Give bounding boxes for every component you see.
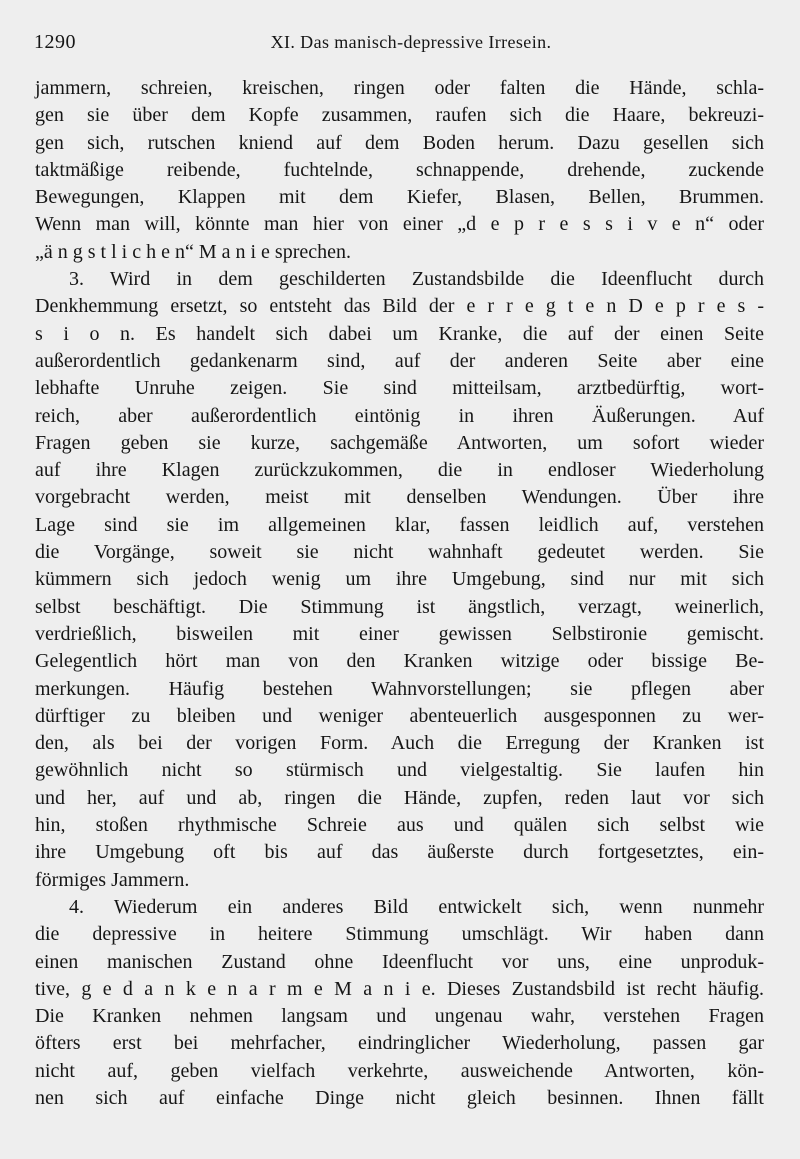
text-line: gen sich, rutschen kniend auf dem Boden herum. Dazu gesellen sich — [35, 131, 764, 154]
text-line: reich, aber außerordentlich eintönig in ihren Äußerungen. Auf — [35, 404, 764, 427]
text-line: nicht auf, geben vielfach verkehrte, ausweichende Antworten, kön- — [35, 1059, 764, 1082]
text-line: Wenn man will, könnte man hier von einer „d e p r e s s i v e n“ oder — [35, 213, 764, 236]
page-number: 1290 — [34, 31, 76, 53]
text-line: Die Kranken nehmen langsam und ungenau wahr, verstehen Fragen — [35, 1005, 764, 1028]
text-line: die Vorgänge, soweit sie nicht wahnhaft gedeutet werden. Sie — [35, 541, 764, 564]
text-line: selbst beschäftigt. Die Stimmung ist ängstlich, verzagt, weinerlich, — [35, 595, 764, 618]
text-line: den, als bei der vorigen Form. Auch die Erregung der Kranken ist — [35, 732, 764, 755]
text-line: verdrießlich, bisweilen mit einer gewissen Selbstironie gemischt. — [35, 622, 764, 645]
text-line: tive, g e d a n k e n a r m e M a n i e. Dieses Zustandsbild ist recht häufig. — [35, 977, 764, 1000]
text-line: taktmäßige reibende, fuchtelnde, schnappende, drehende, zuckende — [35, 158, 764, 181]
text-line: und her, auf und ab, ringen die Hände, zupfen, reden laut vor sich — [35, 786, 764, 809]
text-line: außerordentlich gedankenarm sind, auf der anderen Seite aber eine — [35, 349, 764, 372]
text-line: gen sie über dem Kopfe zusammen, raufen sich die Haare, bekreuzi- — [35, 104, 764, 127]
text-line: „ä n g s t l i c h e n“ M a n i e sprechen. — [35, 240, 352, 263]
body-text — [35, 75, 764, 1112]
text-line: merkungen. Häufig bestehen Wahnvorstellungen; sie pflegen aber — [35, 677, 764, 700]
text-line: vorgebracht werden, meist mit denselben Wendungen. Über ihre — [35, 486, 764, 509]
text-line: Gelegentlich hört man von den Kranken witzige oder bissige Be- — [35, 650, 764, 673]
text-line: auf ihre Klagen zurückzukommen, die in endloser Wiederholung — [35, 459, 764, 482]
text-line: Bewegungen, Klappen mit dem Kiefer, Blasen, Bellen, Brummen. — [35, 186, 764, 209]
text-line: öfters erst bei mehrfacher, eindringlicher Wiederholung, passen gar — [35, 1032, 764, 1055]
text-line: jammern, schreien, kreischen, ringen oder falten die Hände, schla- — [35, 77, 764, 99]
text-line: dürftiger zu bleiben und weniger abenteuerlich ausgesponnen zu wer- — [35, 704, 764, 727]
text-line: nen sich auf einfache Dinge nicht gleich besinnen. Ihnen fällt — [35, 1086, 764, 1109]
text-line: s i o n. Es handelt sich dabei um Kranke, die auf der einen Seite — [35, 322, 764, 345]
text-line: Denkhemmung ersetzt, so entsteht das Bild der e r r e g t e n D e p r e s - — [35, 295, 764, 318]
text-line: einen manischen Zustand ohne Ideenflucht vor uns, eine unproduk- — [35, 950, 764, 973]
page-header — [34, 31, 764, 57]
text-line: hin, stoßen rhythmische Schreie aus und quälen sich selbst wie — [35, 814, 764, 837]
text-line: Fragen geben sie kurze, sachgemäße Antworten, um sofort wieder — [35, 431, 764, 454]
text-line: förmiges Jammern. — [35, 868, 190, 891]
text-line: die depressive in heitere Stimmung umschlägt. Wir haben dann — [35, 923, 764, 946]
text-line: gewöhnlich nicht so stürmisch und vielgestaltig. Sie laufen hin — [35, 759, 764, 782]
text-line: lebhafte Unruhe zeigen. Sie sind mitteilsam, arztbedürftig, wort- — [35, 377, 764, 400]
text-line: kümmern sich jedoch wenig um ihre Umgebung, sind nur mit sich — [35, 568, 764, 591]
text-line: 4. Wiederum ein anderes Bild entwickelt sich, wenn nunmehr — [69, 895, 764, 918]
text-line: Lage sind sie im allgemeinen klar, fassen leidlich auf, verstehen — [35, 513, 764, 536]
running-head: XI. Das manisch-depressive Irresein. — [270, 32, 552, 52]
text-line: ihre Umgebung oft bis auf das äußerste durch fortgesetztes, ein- — [35, 841, 764, 864]
text-line: 3. Wird in dem geschilderten Zustandsbilde die Ideenflucht durch — [69, 268, 764, 291]
